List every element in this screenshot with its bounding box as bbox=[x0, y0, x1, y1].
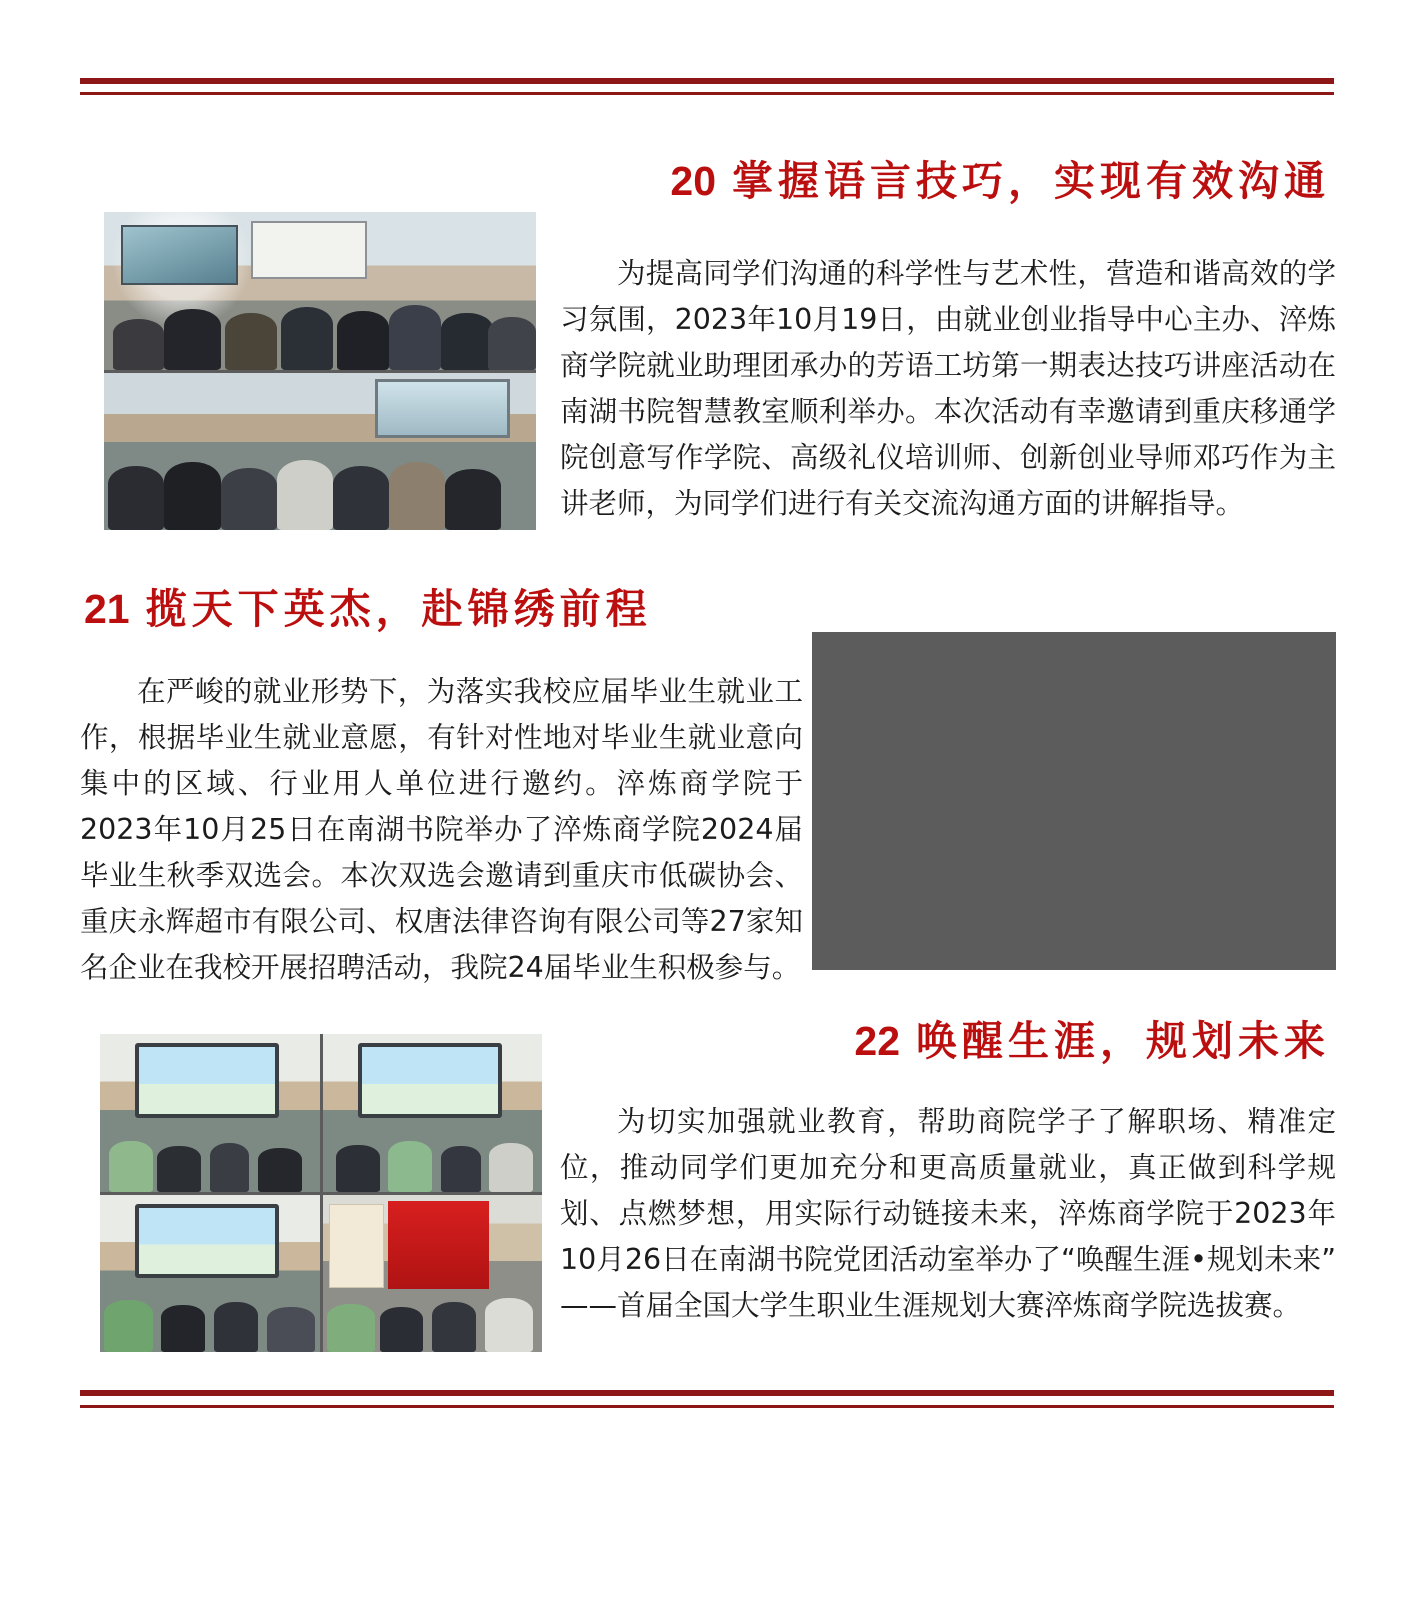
top-divider bbox=[80, 78, 1334, 95]
section-title-20: 掌握语言技巧，实现有效沟通 bbox=[732, 157, 1330, 205]
section-photo-22 bbox=[100, 1034, 542, 1352]
section-body-22: 为切实加强就业教育，帮助商院学子了解职场、精准定位，推动同学们更加充分和更高质量就业，真正做到科学规划、点燃梦想，用实际行动链接未来，淬炼商学院于2023年10月26日在南湖书院党团活动室举办了“唤醒生涯•规划未来”——首届全国大学生职业生涯规划大赛淬炼商学院选拔赛。 bbox=[560, 1104, 1336, 1322]
photo-contest-room-2 bbox=[323, 1034, 543, 1192]
divider-thick-line bbox=[80, 78, 1334, 84]
section-photo-20 bbox=[104, 212, 536, 530]
bottom-divider bbox=[80, 1390, 1334, 1408]
divider-thick-line bbox=[80, 1390, 1334, 1396]
divider-thin-line bbox=[80, 1405, 1334, 1408]
photo-figures-group bbox=[323, 1105, 543, 1192]
photo-figures-group bbox=[104, 432, 536, 530]
section-heading-22 bbox=[854, 1008, 1330, 1067]
section-heading-20 bbox=[670, 148, 1330, 207]
photo-figures-group bbox=[100, 1265, 320, 1352]
section-photo-21 bbox=[812, 632, 1336, 970]
photo-figures-group bbox=[323, 1265, 543, 1352]
section-number-22: 22 bbox=[854, 1018, 900, 1064]
photo-contest-room-4 bbox=[323, 1195, 543, 1353]
section-number-21: 21 bbox=[84, 586, 130, 632]
section-number-20: 20 bbox=[670, 158, 716, 204]
photo-figures-group bbox=[100, 1105, 320, 1192]
photo-contest-room-3 bbox=[100, 1195, 320, 1353]
divider-thin-line bbox=[80, 92, 1334, 95]
section-body-21: 在严峻的就业形势下，为落实我校应届毕业生就业工作，根据毕业生就业意愿，有针对性地对毕业生就业意向集中的区域、行业用人单位进行邀约。淬炼商学院于2023年10月25日在南湖书院举办了淬炼商学院2024届毕业生秋季双选会。本次双选会邀请到重庆市低碳协会、重庆永辉超市有限公司、权唐法律咨询有限公司等27家知名企业在我校开展招聘活动，我院24届毕业生积极参与。 bbox=[80, 674, 803, 984]
photo-contest-room-1 bbox=[100, 1034, 320, 1192]
section-body-20: 为提高同学们沟通的科学性与艺术性，营造和谐高效的学习氛围，2023年10月19日，由就业创业指导中心主办、淬炼商学院就业助理团承办的芳语工坊第一期表达技巧讲座活动在南湖书院智慧教室顺利举办。本次活动有幸邀请到重庆移通学院创意写作学院、高级礼仪培训师、创新创业导师邓巧作为主讲老师，为同学们进行有关交流沟通方面的讲解指导。 bbox=[560, 256, 1336, 520]
photo-lecture-speaker bbox=[104, 212, 536, 370]
section-heading-21 bbox=[84, 576, 652, 635]
section-title-21: 揽天下英杰，赴锦绣前程 bbox=[145, 585, 652, 633]
photo-figures-group bbox=[104, 272, 536, 370]
section-title-22: 唤醒生涯，规划未来 bbox=[916, 1017, 1330, 1065]
photo-students-standing bbox=[104, 373, 536, 531]
